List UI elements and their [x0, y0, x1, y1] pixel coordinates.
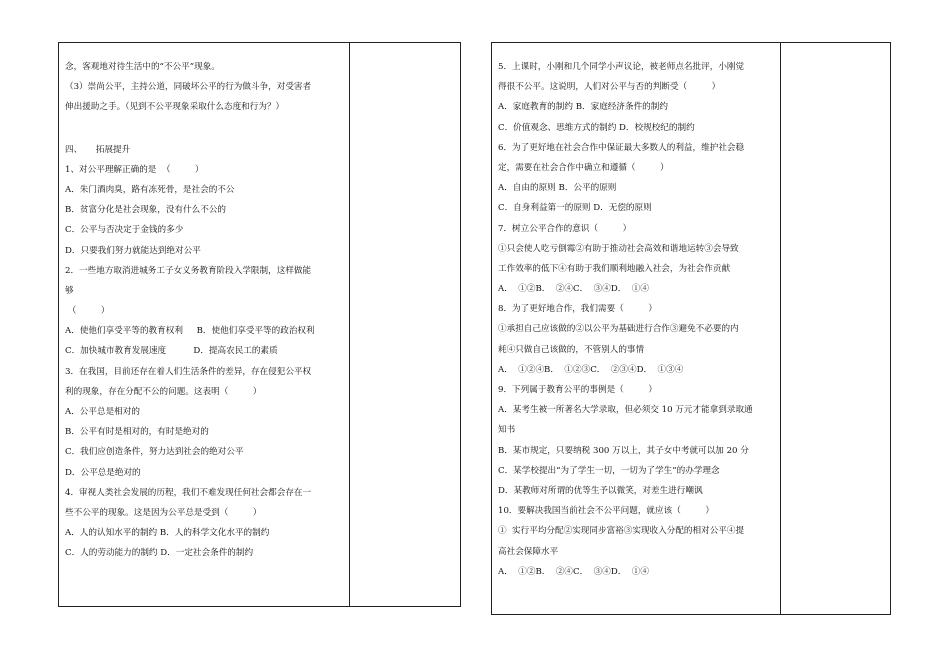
text-line: 3．在我国，目前还存在着人们生活条件的差异，存在侵犯公平权	[65, 366, 312, 377]
text-line: ①只会使人吃亏倒霉②有助于推动社会高效和谐地运转③会导致	[498, 243, 739, 254]
text-line: 10．要解决我国当前社会不公平问题，就应该（ ）	[498, 506, 714, 517]
text-line: 5．上课时，小刚和几个同学小声议论，被老师点名批评，小刚觉	[498, 62, 745, 72]
text-line: C．公平与否决定于金钱的多少	[65, 225, 184, 236]
text-line: 6．为了更好地在社会合作中保证最大多数人的利益，维护社会稳	[498, 142, 745, 153]
text-line: 得很不公平。这说明，人们对公平与否的判断受（ ）	[498, 82, 721, 93]
text-line: 够	[65, 285, 74, 296]
text-line: （ ）	[65, 306, 110, 317]
text-line: A． ①②B． ②④C． ③④D． ①④	[498, 284, 649, 295]
text-line: C．我们应创造条件，努力达到社会的绝对公平	[65, 447, 244, 458]
text-line: 知书	[498, 425, 516, 436]
text-line: A． ①②B． ②④C． ③④D． ①④	[498, 566, 649, 577]
text-line: B．某市规定，只要纳税 300 万以上，其子女中考就可以加 20 分	[498, 445, 749, 456]
text-line: A．某考生被一所著名大学录取，但必须交 10 万元才能拿到录取通	[498, 405, 753, 416]
text-line: A．朱门酒肉臭，路有冻死骨，是社会的不公	[65, 184, 235, 195]
spacer	[65, 118, 347, 140]
left-table-panel	[58, 42, 461, 607]
text-line: C．人的劳动能力的制约 D．一定社会条件的制约	[65, 548, 254, 559]
text-line: 9．下列属于教育公平的事例是（ ）	[498, 385, 657, 395]
text-line: 定，需要在社会合作中确立和遵循（ ）	[498, 162, 669, 173]
text-line: 1、对公平理解正确的是 （ ）	[65, 164, 204, 175]
text-line: A．公平总是相对的	[65, 407, 140, 417]
text-line: ①承担自己应该做的②以公平为基础进行合作③避免不必要的内	[498, 324, 739, 335]
text-line: B．贫富分化是社会现象，没有什么不公的	[65, 205, 227, 216]
text-line: A．人的认知水平的制约 B．人的科学文化水平的制约	[65, 528, 270, 539]
text-line: A． ①②④B． ①②③C． ②③④D． ①③④	[498, 364, 684, 375]
text-line: 些不公平的现象。这是因为公平总是受到（ ）	[65, 507, 262, 518]
right-text-column	[498, 57, 778, 582]
right-column-divider	[780, 43, 781, 614]
text-line: 工作效率的低下④有助于我们顺利地融入社会，为社会作贡献	[498, 263, 731, 274]
text-line: A．自由的原则 B．公平的原则	[498, 183, 617, 194]
text-line: D．某教师对所谓的优等生予以微笑，对差生进行嘲讽	[498, 485, 703, 496]
text-line: 7．树立公平合作的意识（ ）	[498, 223, 632, 234]
right-table-panel	[491, 42, 891, 615]
text-line: 利的现象，存在分配不公的问题。这表明（ ）	[65, 386, 262, 397]
text-line: 伸出援助之手。（见到不公平现象采取什么态度和行为？）	[65, 102, 285, 113]
text-line: C．加快城市教育发展速度 D．提高农民工的素质	[65, 346, 278, 357]
text-line: A．使他们享受平等的教育权利 B．使他们享受平等的政治权利	[65, 326, 315, 337]
text-line: （3）崇尚公平，主持公道，同破坏公平的行为做斗争，对受害者	[65, 82, 312, 93]
text-line: B．公平有时是相对的，有时是绝对的	[65, 427, 209, 438]
text-line: C．某学校提出“为了学生一切，一切为了学生”的办学理念	[498, 465, 720, 476]
text-line: 2．一些地方取消进城务工子女义务教育阶段入学限制，这样做能	[65, 265, 312, 276]
text-line: 耗④只做自己该做的，不管别人的事情	[498, 344, 645, 355]
text-line: C．自身利益第一的原则 D．无偿的原则	[498, 203, 652, 214]
text-line: 8．为了更好地合作，我们需要（ ）	[498, 304, 657, 315]
left-text-column	[65, 57, 347, 564]
text-line: 念，客观地对待生活中的“不公平”现象。	[65, 62, 220, 72]
text-line: D．只要我们努力就能达到绝对公平	[65, 245, 201, 256]
text-line: ① 实行平均分配②实现同步富裕③实现收入分配的相对公平④提	[498, 526, 745, 537]
text-line: D．公平总是绝对的	[65, 467, 141, 478]
text-line: A．家庭教育的制约 B．家庭经济条件的制约	[498, 102, 668, 113]
text-line: 高社会保障水平	[498, 546, 559, 557]
text-line: C．价值观念、思维方式的制约 D．校规校纪的制约	[498, 122, 695, 133]
text-line: 四、 拓展提升	[65, 144, 131, 155]
left-column-divider	[349, 43, 350, 606]
text-line: 4．审视人类社会发展的历程，我们不难发现任何社会都会存在一	[65, 487, 312, 498]
